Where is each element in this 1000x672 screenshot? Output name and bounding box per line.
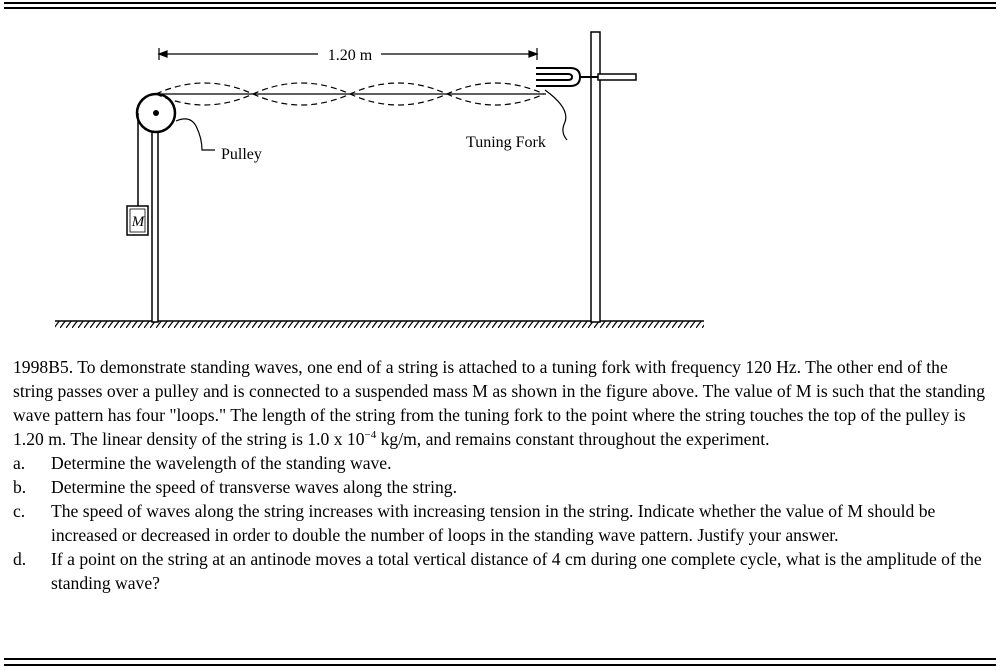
left-stand bbox=[152, 112, 158, 322]
problem-intro bbox=[13, 355, 988, 451]
fork-label: Tuning Fork bbox=[466, 134, 546, 151]
item-text: If a point on the string at an antinode moves a total vertical distance of 4 cm during one complete cycle, what is the amplitude of the standing wave? bbox=[51, 549, 982, 593]
mass-block bbox=[127, 206, 148, 235]
item-letter: a. bbox=[13, 453, 26, 473]
problem-text bbox=[13, 355, 988, 595]
bottom-rule-2 bbox=[4, 664, 996, 666]
mass-label: M bbox=[131, 214, 145, 230]
intro-part2: kg/m, and remains constant throughout the experiment. bbox=[376, 429, 770, 449]
question-item-b bbox=[13, 475, 988, 499]
problem-id: 1998B5. bbox=[13, 357, 74, 377]
length-label: 1.20 m bbox=[327, 47, 373, 64]
fork-clamp bbox=[598, 74, 636, 80]
item-text: Determine the speed of transverse waves along the string. bbox=[51, 477, 457, 497]
pulley-leader bbox=[176, 119, 215, 150]
question-item-c bbox=[13, 499, 988, 547]
fork-leader bbox=[545, 90, 567, 140]
bottom-rule-1 bbox=[4, 658, 996, 660]
item-letter: b. bbox=[13, 477, 27, 497]
question-item-a bbox=[13, 451, 988, 475]
pulley-label: Pulley bbox=[221, 146, 262, 163]
item-letter: c. bbox=[13, 501, 26, 521]
intro-part1: To demonstrate standing waves, one end of a string is attached to a tuning fork with frequency 120 Hz. The other end of the string passes over a pulley and is connected to a suspended mass M as shown in the figure above. The value of M is such that the standing wave pattern has four "loops." The length of the string from the tuning fork to the point where the string touches the top of the pulley is 1.20 m. The linear density of the string is 1.0 x 10 bbox=[13, 357, 986, 449]
item-text: Determine the wavelength of the standing wave. bbox=[51, 453, 392, 473]
question-item-d bbox=[13, 547, 988, 595]
item-text: The speed of waves along the string increases with increasing tension in the string. Indicate whether the value of M should be increased or decreased in order to double the number of loops in the standing wave pattern. Justify your answer. bbox=[51, 501, 936, 545]
intro-exponent: −4 bbox=[364, 429, 377, 441]
tuning-fork bbox=[536, 68, 598, 86]
item-letter: d. bbox=[13, 549, 27, 569]
